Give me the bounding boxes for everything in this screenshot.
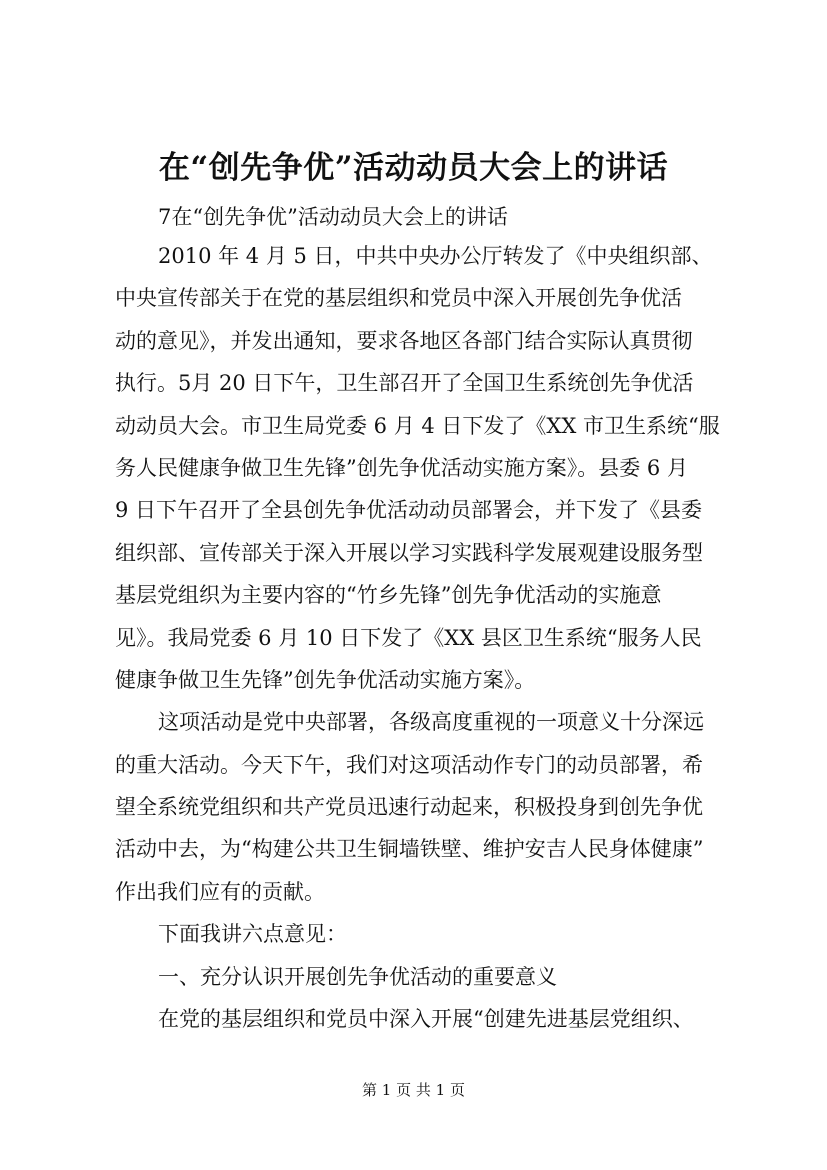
- paragraph-line: 中央宣传部关于在党的基层组织和党员中深入开展创先争优活: [115, 286, 682, 311]
- paragraph-line: 动的意见》，并发出通知，要求各地区各部门结合实际认真贯彻: [115, 328, 693, 353]
- paragraph-line: 见》。我局党委 6 月 10 日下发了《XX 县区卫生系统“服务人民: [115, 625, 702, 650]
- paragraph-line: 2010 年 4 月 5 日，中共中央办公厅转发了《中央组织部、: [158, 244, 713, 268]
- paragraph-1: [115, 235, 729, 701]
- document-subtitle: 7在“创先争优”活动动员大会上的讲话: [158, 205, 508, 229]
- paragraph-line: 动动员大会。市卫生局党委 6 月 4 日下发了《XX 市卫生系统“服: [115, 413, 720, 438]
- page-footer: 第 1 页 共 1 页: [362, 1081, 465, 1099]
- paragraph-line: 执行。5月 20 日下午，卫生部召开了全国卫生系统创先争优活: [115, 371, 694, 396]
- paragraph-5: [115, 998, 729, 1040]
- paragraph-3: [115, 913, 729, 955]
- paragraph-line: 作出我们应有的贡献。: [115, 879, 325, 904]
- paragraph-line: 这项活动是党中央部署，各级高度重视的一项意义十分深远: [158, 710, 704, 735]
- paragraph-line: 下面我讲六点意见：: [158, 922, 347, 947]
- paragraph-line: 健康争做卫生先锋”创先争优活动实施方案》。: [115, 667, 536, 692]
- paragraph-line: 在党的基层组织和党员中深入开展“创建先进基层党组织、: [158, 1007, 694, 1032]
- paragraph-line: 活动中去，为“构建公共卫生铜墙铁壁、维护安吉人民身体健康”: [115, 837, 704, 862]
- document-body: [115, 235, 729, 1040]
- document-title: 在“创先争优”活动动员大会上的讲话: [158, 150, 669, 186]
- paragraph-line: 组织部、宣传部关于深入开展以学习实践科学发展观建设服务型: [115, 540, 703, 565]
- paragraph-line: 的重大活动。今天下午，我们对这项活动作专门的动员部署，希: [115, 752, 703, 777]
- section-heading: [115, 956, 729, 998]
- paragraph-line: 望全系统党组织和共产党员迅速行动起来，积极投身到创先争优: [115, 795, 703, 820]
- paragraph-line: 9 日下午召开了全县创先争优活动动员部署会，并下发了《县委: [115, 498, 703, 523]
- paragraph-2: [115, 701, 729, 913]
- paragraph-line: 务人民健康争做卫生先锋”创先争优活动实施方案》。县委 6 月: [115, 455, 688, 480]
- section-heading-line: 一、充分认识开展创先争优活动的重要意义: [158, 964, 557, 989]
- paragraph-line: 基层党组织为主要内容的“竹乡先锋”创先争优活动的实施意: [115, 583, 662, 608]
